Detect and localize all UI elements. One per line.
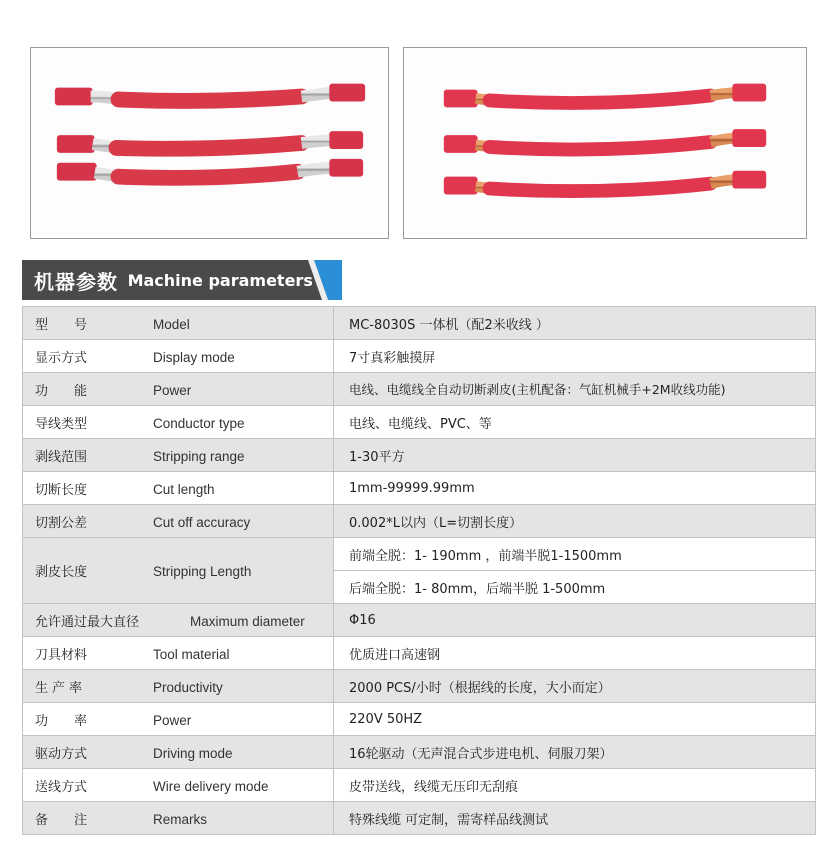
- table-row: [23, 373, 816, 406]
- table-row: [23, 637, 816, 670]
- param-value: 16轮驱动（无声混合式步进电机、伺服刀架）: [334, 736, 816, 769]
- table-row: [23, 670, 816, 703]
- param-label-zh: 切割公差: [35, 515, 88, 531]
- param-label-zh: 切断长度: [35, 482, 88, 498]
- table-row: [23, 703, 816, 736]
- param-label-zh: 驱动方式: [35, 746, 88, 762]
- param-label-en: Power: [153, 712, 192, 728]
- product-photo-silver-cables: [30, 47, 389, 239]
- section-title: [34, 266, 313, 295]
- param-label-zh: 允许通过最大直径: [35, 614, 140, 630]
- table-row: [23, 736, 816, 769]
- param-value: 前端全脱：1- 190mm ，前端半脱1-1500mm: [334, 538, 816, 571]
- title-en: Machine parameters: [127, 271, 313, 290]
- param-value: 0.002*L以内（L=切割长度）: [334, 505, 816, 538]
- product-photo-copper-cables: [403, 47, 807, 239]
- table-row: [23, 538, 816, 571]
- param-value: 220V 50HZ: [334, 703, 816, 736]
- param-value: 1mm-99999.99mm: [334, 472, 816, 505]
- table-row: [23, 802, 816, 835]
- param-label: [23, 406, 334, 439]
- cable-6: [444, 171, 766, 195]
- param-label: [23, 802, 334, 835]
- table-row: [23, 340, 816, 373]
- table-row: [23, 769, 816, 802]
- param-label-zh: 功率: [35, 713, 114, 729]
- table-row: [23, 406, 816, 439]
- param-label: [23, 538, 334, 604]
- param-label-en: Cut length: [153, 481, 215, 497]
- param-label-en: Cut off accuracy: [153, 514, 251, 530]
- param-label-zh: 送线方式: [35, 779, 88, 795]
- param-label-zh: 功能: [35, 383, 114, 399]
- param-label-en: Stripping range: [153, 448, 245, 464]
- cable-2: [57, 131, 363, 153]
- table-row: [23, 439, 816, 472]
- param-label: [23, 637, 334, 670]
- param-value: 特殊线缆 可定制，需寄样品线测试: [334, 802, 816, 835]
- cable-4: [444, 84, 766, 108]
- cable-1: [55, 84, 365, 106]
- param-value: 2000 PCS/小时（根据线的长度，大小而定）: [334, 670, 816, 703]
- param-label-zh: 剥线范围: [35, 449, 88, 465]
- section-header: [22, 260, 342, 300]
- param-label-en: Power: [153, 382, 192, 398]
- cable-5: [444, 129, 766, 153]
- param-label-zh: 生产率: [35, 680, 87, 696]
- param-value: 1-30平方: [334, 439, 816, 472]
- param-label: [23, 472, 334, 505]
- cable-3: [57, 159, 363, 181]
- param-label-en: Productivity: [153, 679, 223, 695]
- table-row: [23, 307, 816, 340]
- param-label: [23, 670, 334, 703]
- param-label-en: Tool material: [153, 646, 230, 662]
- table-row: [23, 472, 816, 505]
- param-value: 7寸真彩触摸屏: [334, 340, 816, 373]
- param-label-en: Stripping Length: [153, 564, 252, 579]
- param-label: [23, 703, 334, 736]
- param-label-en: Driving mode: [153, 745, 233, 761]
- param-label-zh: 型号: [35, 317, 114, 333]
- table-row: [23, 505, 816, 538]
- cable-illustration-copper: [404, 48, 806, 238]
- param-label-zh: 刀具材料: [35, 647, 88, 663]
- param-label: [23, 373, 334, 406]
- param-value: 优质进口高速钢: [334, 637, 816, 670]
- param-value: 皮带送线，线缆无压印无刮痕: [334, 769, 816, 802]
- param-value-2: 后端全脱：1- 80mm，后端半脱 1-500mm: [334, 571, 816, 604]
- param-label-en: Conductor type: [153, 415, 245, 431]
- param-value: Φ16: [334, 604, 816, 637]
- param-label-en: Maximum diameter: [190, 613, 305, 629]
- param-label: [23, 769, 334, 802]
- param-label: [23, 340, 334, 373]
- param-label-en: Remarks: [153, 811, 208, 827]
- param-label: [23, 604, 334, 637]
- param-label-zh: 导线类型: [35, 416, 88, 432]
- table-row: [23, 604, 816, 637]
- param-value: 电线、电缆线、PVC、等: [334, 406, 816, 439]
- param-label: [23, 307, 334, 340]
- param-label: [23, 439, 334, 472]
- param-label-en: Model: [153, 316, 190, 332]
- parameters-table: [22, 306, 816, 835]
- param-label-zh: 备注: [35, 812, 114, 828]
- title-zh: 机器参数: [34, 270, 118, 294]
- param-label-en: Wire delivery mode: [153, 778, 269, 794]
- param-label-zh: 显示方式: [35, 350, 88, 366]
- param-label-zh: 剥皮长度: [35, 565, 88, 580]
- param-label: [23, 736, 334, 769]
- param-label-en: Display mode: [153, 349, 235, 365]
- cable-illustration-silver: [31, 48, 388, 238]
- param-value: 电线、电缆线全自动切断剥皮(主机配备：气缸机械手+2M收线功能): [334, 373, 816, 406]
- param-value: MC-8030S 一体机（配2米收线 ）: [334, 307, 816, 340]
- param-label: [23, 505, 334, 538]
